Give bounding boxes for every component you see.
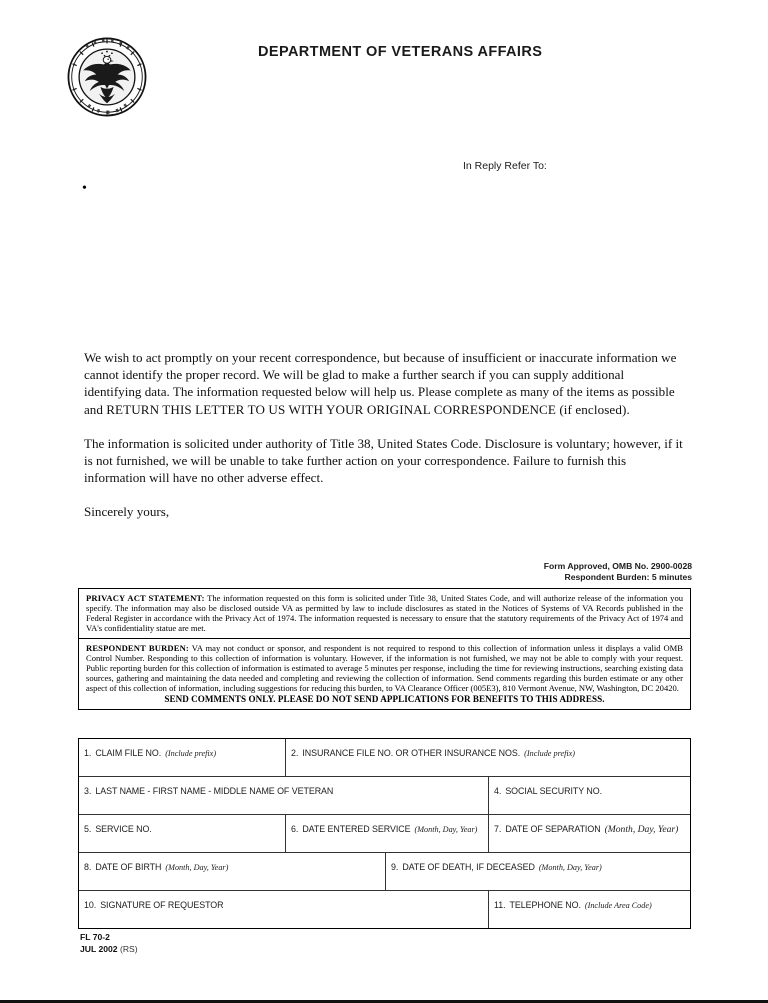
form-field-4-label: SOCIAL SECURITY NO.: [505, 786, 603, 796]
form-fields-table: [78, 738, 691, 929]
form-field-8-number: 8.: [84, 862, 92, 872]
letter-paragraph-1-text: We wish to act promptly on your recent correspondence, but because of insufficient or inaccurate information we cannot identify the proper record. We will be glad to make a further search if you can supply additional identifying data. The information requested below will help us. Please complete as many of the items as possible and: [84, 350, 677, 417]
respondent-burden-heading: RESPONDENT BURDEN:: [86, 642, 189, 653]
letter-paragraph-2: The information is solicited under authority of Title 38, United States Code. Disclosure is voluntary; however, if it is not furnished, we will be unable to take further action on your correspondence. Failure to furnish this information will have no other adverse effect.: [84, 435, 683, 486]
form-field-11-value[interactable]: [494, 913, 685, 919]
form-field-1-value[interactable]: [84, 761, 280, 767]
form-field-telephone-no[interactable]: [489, 891, 690, 928]
form-field-veteran-name[interactable]: [79, 777, 489, 814]
form-field-4-number: 4.: [494, 786, 502, 796]
table-row: [79, 815, 690, 853]
form-field-insurance-file-no[interactable]: [286, 739, 690, 776]
form-footer: [80, 932, 138, 955]
letter-paragraph-1: [84, 349, 684, 418]
form-field-date-of-death[interactable]: [386, 853, 690, 890]
form-field-11-hint: (Include Area Code): [584, 901, 652, 910]
form-field-7-hint: (Month, Day, Year): [604, 824, 679, 835]
form-field-social-security-no[interactable]: [489, 777, 690, 814]
form-field-6-label: DATE ENTERED SERVICE: [302, 824, 411, 834]
form-field-claim-file-no[interactable]: [79, 739, 286, 776]
form-field-7-value[interactable]: [494, 837, 685, 843]
table-row: [79, 739, 690, 777]
form-field-9-hint: (Month, Day, Year): [538, 863, 602, 872]
form-field-10-number: 10.: [84, 900, 97, 910]
form-field-7-label: DATE OF SEPARATION: [505, 824, 601, 834]
respondent-burden-statement: [79, 639, 690, 709]
form-field-6-value[interactable]: [291, 837, 483, 843]
form-field-2-hint: (Include prefix): [524, 749, 575, 758]
form-field-1-number: 1.: [84, 748, 92, 758]
table-row: [79, 853, 690, 891]
form-field-9-value[interactable]: [391, 875, 685, 881]
form-field-9-number: 9.: [391, 862, 399, 872]
form-field-9-label: DATE OF DEATH, IF DECEASED: [402, 862, 535, 872]
form-field-8-hint: (Month, Day, Year): [165, 863, 229, 872]
form-field-11-number: 11.: [494, 900, 506, 910]
form-field-8-value[interactable]: [84, 875, 380, 881]
omb-approval-block: [544, 561, 692, 583]
form-field-10-label: SIGNATURE OF REQUESTOR: [100, 900, 224, 910]
form-field-7-number: 7.: [494, 824, 502, 834]
form-field-3-value[interactable]: [84, 799, 483, 805]
form-field-5-value[interactable]: [84, 837, 280, 843]
form-field-signature-of-requestor[interactable]: [79, 891, 489, 928]
page-title: DEPARTMENT OF VETERANS AFFAIRS: [258, 44, 543, 60]
form-field-2-label: INSURANCE FILE NO. OR OTHER INSURANCE NOS.: [302, 748, 521, 758]
respondent-burden-text: VA may not conduct or sponsor, and respondent is not required to respond to this collection of information unless it displays a valid OMB Control Number. Responding to this collection of information is voluntary. However, if the information is not furnished, we may not be able to comply with your request. Public reporting burden for this collection of information is estimated to average 5 minutes per response, including the time for reviewing instructions, searching existing data sources, gathering and maintaining the data needed and completing and reviewing the collection of information. Send comments regarding this burden estimate or any other aspect of this collection of information, including suggestions for reducing this burden, to VA Clearance Officer (005E3), 810 Vermont Avenue, NW, Washington, DC 20420.: [86, 642, 683, 694]
form-field-date-of-separation[interactable]: [489, 815, 690, 852]
privacy-act-text: The information requested on this form is solicited under Title 38, United States Code, and will authorize release of the information you specify. The information may also be disclosed outside VA as permitted by law to include disclosures as stated in the Notices of Systems of VA Records published in the Federal Register in accordance with the Privacy Act of 1974. The information requested is necessary to ensure that the statutory requirements of the Privacy Act of 1974 and VA's confidentiality statue are met.: [86, 593, 684, 634]
form-field-date-of-birth[interactable]: [79, 853, 386, 890]
send-comments-notice: SEND COMMENTS ONLY. PLEASE DO NOT SEND APPLICATIONS FOR BENEFITS TO THIS ADDRESS.: [164, 694, 605, 705]
form-field-3-label: LAST NAME - FIRST NAME - MIDDLE NAME OF VETERAN: [95, 786, 334, 796]
form-field-6-number: 6.: [291, 824, 299, 834]
form-field-service-no[interactable]: [79, 815, 286, 852]
footer-form-date-line: [80, 944, 138, 956]
va-seal-icon: [66, 36, 148, 118]
form-field-11-label: TELEPHONE NO.: [509, 900, 581, 910]
form-field-5-number: 5.: [84, 824, 92, 834]
form-field-5-label: SERVICE NO.: [95, 824, 152, 834]
address-bullet: •: [82, 181, 87, 196]
letterhead: [0, 0, 768, 140]
omb-respondent-burden: Respondent Burden: 5 minutes: [564, 572, 692, 583]
form-field-10-value[interactable]: [84, 913, 483, 919]
footer-form-suffix: (RS): [119, 943, 138, 954]
form-field-4-value[interactable]: [494, 799, 685, 805]
omb-form-approved: Form Approved, OMB No. 2900-0028: [543, 561, 692, 571]
in-reply-refer-to-label: In Reply Refer To:: [463, 160, 547, 172]
privacy-act-heading: PRIVACY ACT STATEMENT:: [86, 593, 205, 603]
form-field-8-label: DATE OF BIRTH: [95, 862, 162, 872]
form-field-3-number: 3.: [84, 786, 92, 796]
form-field-2-value[interactable]: [291, 761, 685, 767]
legal-notices-box: [78, 588, 691, 710]
form-field-date-entered-service[interactable]: [286, 815, 489, 852]
letter-signoff: Sincerely yours,: [84, 504, 170, 520]
letter-paragraph-1-caps: RETURN THIS LETTER TO US WITH YOUR ORIGINAL CORRESPONDENCE (if enclosed).: [106, 401, 630, 417]
form-field-1-hint: (Include prefix): [165, 749, 217, 758]
table-row: [79, 891, 690, 928]
form-field-1-label: CLAIM FILE NO.: [95, 748, 162, 758]
table-row: [79, 777, 690, 815]
form-field-2-number: 2.: [291, 748, 299, 758]
letter-body: [84, 349, 684, 538]
footer-form-number: FL 70-2: [80, 932, 110, 942]
form-field-6-hint: (Month, Day, Year): [414, 825, 478, 834]
footer-form-date: JUL 2002: [80, 943, 118, 954]
privacy-act-statement: [79, 589, 690, 639]
